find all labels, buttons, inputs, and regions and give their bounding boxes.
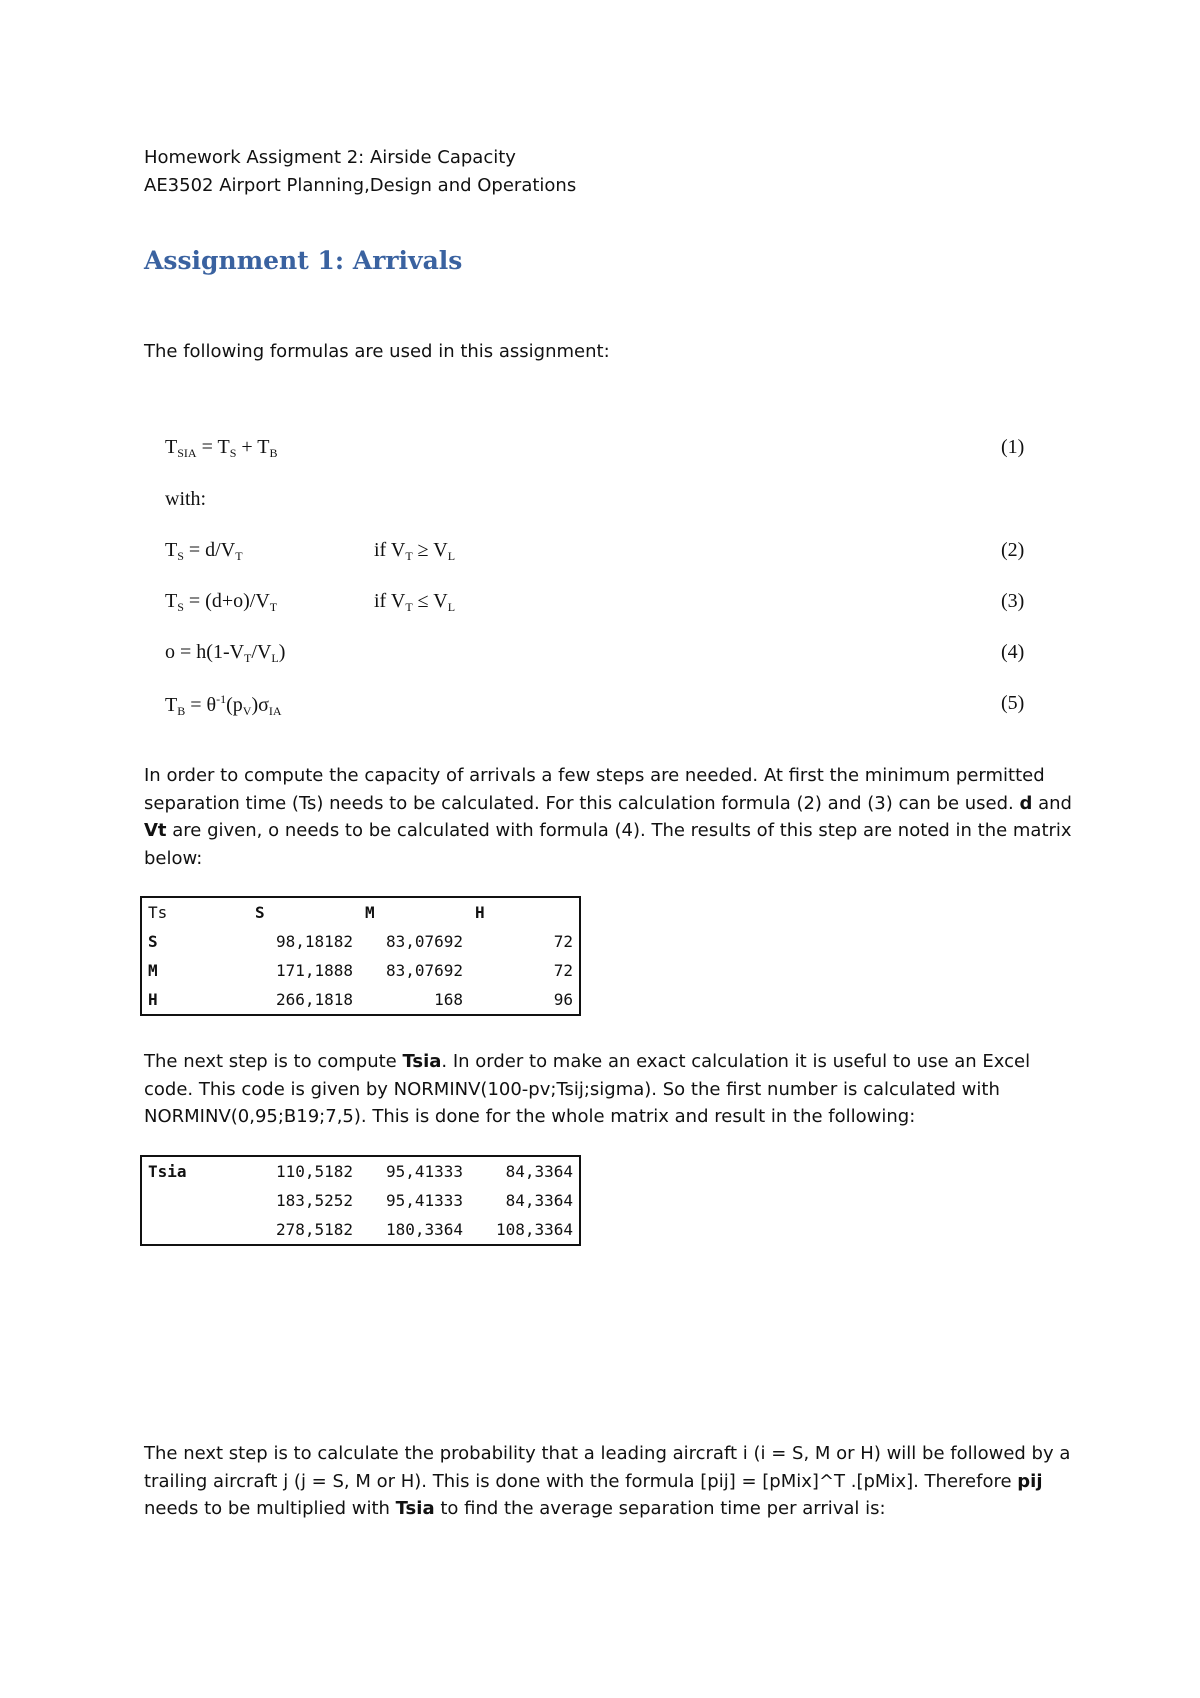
empty-cell — [141, 1215, 249, 1245]
formula-number-5: (5) — [1001, 692, 1025, 714]
table-cell: 84,3364 — [505, 1162, 573, 1181]
table-cell: 168 — [434, 990, 463, 1009]
section-heading: Assignment 1: Arrivals — [144, 246, 463, 275]
text-run: In order to compute the capacity of arrivals a few steps are needed. At first the minimum permitted separation time (Ts) needs to be calculated. For this calculation formula (2) and (3) can be used. — [144, 765, 1045, 814]
table-cell: 72 — [553, 961, 573, 980]
intro-text: The following formulas are used in this assignment: — [144, 341, 610, 362]
table-row — [141, 956, 580, 985]
text-run: and — [1032, 792, 1072, 814]
table-cell: 84,3364 — [505, 1191, 573, 1210]
formula-3-condition: if $V_T \le V_L$ — [374, 590, 456, 614]
formula-number-1: (1) — [1001, 436, 1025, 458]
formula-4: $o = h(1-V_T/V_L)$ — [165, 641, 286, 665]
paragraph-ts-explanation — [144, 762, 1074, 872]
condition-if: if — [374, 590, 387, 612]
formula-1: $T_{SIA} = T_S + T_B$ — [165, 436, 278, 460]
row-label: S — [148, 932, 158, 951]
formula-number-3: (3) — [1001, 590, 1025, 612]
table-row — [141, 927, 580, 956]
text-run: The next step is to compute — [144, 1051, 403, 1072]
table-cell: 183,5252 — [275, 1191, 353, 1210]
table-row — [141, 1186, 580, 1215]
table-cell: 266,1818 — [275, 990, 353, 1009]
condition-if: if — [374, 539, 387, 561]
table-cell: 95,41333 — [385, 1191, 463, 1210]
table-cell: 83,07692 — [385, 961, 463, 980]
formula-2: $T_S = d/V_T$ — [165, 539, 243, 563]
header-title: Homework Assigment 2: Airside Capacity — [144, 147, 516, 168]
paragraph-tsia-explanation — [144, 1048, 1074, 1131]
ts-matrix-table — [140, 896, 581, 1016]
table-cell: 98,18182 — [275, 932, 353, 951]
formula-2-condition: if $V_T \ge V_L$ — [374, 539, 456, 563]
table-row — [141, 985, 580, 1015]
row-label: M — [148, 961, 158, 980]
formula-5: $T_B = \theta^{-1}(p_V)\sigma_{IA}$ — [165, 692, 282, 718]
formula-with-label: with: — [165, 488, 207, 510]
formula-number-2: (2) — [1001, 539, 1025, 561]
table-cell: 96 — [553, 990, 573, 1009]
bold-term: Tsia — [395, 1498, 435, 1519]
table-header-row — [141, 897, 580, 927]
text-run: to find the average separation time per arrival is: — [434, 1498, 886, 1519]
empty-cell — [141, 1186, 249, 1215]
header-cell: S — [255, 903, 265, 922]
paragraph-pij-explanation — [144, 1440, 1074, 1523]
table-cell: 72 — [553, 932, 573, 951]
row-label: H — [148, 990, 158, 1009]
table-cell: 278,5182 — [275, 1220, 353, 1239]
text-run: needs to be multiplied with — [144, 1498, 396, 1519]
bold-term: pij — [1017, 1470, 1043, 1492]
table-cell: 110,5182 — [275, 1162, 353, 1181]
bold-term: Vt — [144, 820, 167, 841]
formula-number-4: (4) — [1001, 641, 1025, 663]
table-row — [141, 1215, 580, 1245]
table-label: Tsia — [148, 1162, 187, 1181]
table-cell: 95,41333 — [385, 1162, 463, 1181]
bold-term: d — [1019, 792, 1033, 814]
tsia-matrix-table — [140, 1155, 581, 1246]
bold-term: Tsia — [402, 1051, 442, 1072]
text-run: are given, o needs to be calculated with formula (4). The results of this step are noted in the matrix below: — [144, 820, 1072, 869]
table-cell: 171,1888 — [275, 961, 353, 980]
header-course: AE3502 Airport Planning,Design and Operations — [144, 175, 577, 196]
text-run: . In order to make an exact calculation it is useful to use an Excel code. This code is given by NORMINV(100-pv;Tsij;sigma). So the first number is calculated with NORMINV(0,95;B19;7,5). This is done for the whole matrix and result in the following: — [144, 1051, 1031, 1127]
header-cell: Ts — [148, 903, 168, 922]
table-cell: 83,07692 — [385, 932, 463, 951]
header-cell: M — [365, 903, 375, 922]
header-cell: H — [475, 903, 485, 922]
table-cell: 180,3364 — [385, 1220, 463, 1239]
formula-3: $T_S = (d+o)/V_T$ — [165, 590, 278, 614]
text-run: The next step is to calculate the probability that a leading aircraft i (i = S, M or H) will be followed by a trailing aircraft j (j = S, M or H). This is done with the formula [pij] = [pMix]^T .[pMix]. Therefore — [144, 1443, 1071, 1492]
table-row — [141, 1156, 580, 1186]
table-cell: 108,3364 — [495, 1220, 573, 1239]
